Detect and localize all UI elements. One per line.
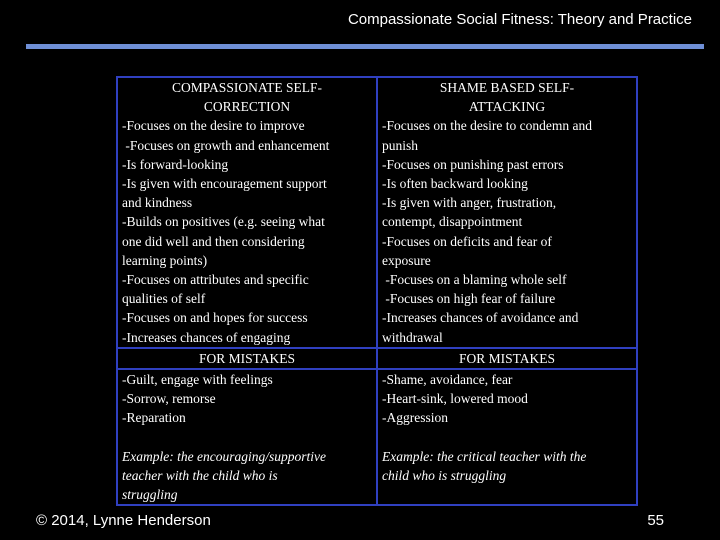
left-results-cell [117, 369, 377, 505]
page-number: 55 [647, 512, 664, 529]
items-row [117, 116, 637, 347]
left-item: -Focuses on and hopes for success [122, 310, 308, 326]
header-rule [26, 44, 704, 49]
right-results-cell [377, 369, 637, 505]
left-example-line: struggling [122, 487, 178, 503]
left-item: -Is forward-looking [122, 156, 229, 172]
left-heading-cell [117, 77, 377, 116]
left-item: -Focuses on growth and enhancement [122, 137, 330, 153]
left-heading-line: COMPASSIONATE SELF- [172, 80, 322, 95]
left-result: -Sorrow, remorse [122, 391, 216, 407]
left-example-line: teacher with the child who is [122, 467, 278, 483]
right-item: -Increases chances of avoidance and [382, 310, 579, 326]
right-example-line: child who is struggling [382, 467, 507, 483]
right-example-line: Example: the critical teacher with the [382, 448, 587, 464]
copyright-text: © 2014, Lynne Henderson [36, 512, 211, 529]
left-item: -Builds on positives (e.g. seeing what [122, 214, 325, 230]
right-item: -Is given with anger, frustration, [382, 195, 557, 211]
right-result: -Heart-sink, lowered mood [382, 391, 528, 407]
right-item: -Focuses on punishing past errors [382, 156, 564, 172]
right-item: -Focuses on the desire to condemn and [382, 118, 592, 134]
left-item: learning points) [122, 252, 208, 268]
left-heading-line: CORRECTION [203, 99, 291, 115]
spacer [382, 428, 632, 447]
left-example-line: Example: the encouraging/supportive [122, 448, 326, 464]
right-item: withdrawal [382, 329, 443, 345]
right-item: -Focuses on deficits and fear of [382, 233, 552, 249]
right-item: -Is often backward looking [382, 176, 528, 192]
right-result: -Shame, avoidance, fear [382, 372, 513, 388]
right-item: -Focuses on a blaming whole self [382, 272, 567, 288]
spacer [122, 428, 372, 447]
left-item: one did well and then considering [122, 233, 305, 249]
left-item: -Focuses on attributes and specific [122, 272, 309, 288]
right-result: -Aggression [382, 410, 448, 426]
right-heading-line: ATTACKING [468, 99, 546, 115]
right-heading-line: SHAME BASED SELF- [439, 80, 575, 95]
left-item: qualities of self [122, 291, 206, 307]
right-heading-cell [377, 77, 637, 116]
left-item: -Focuses on the desire to improve [122, 118, 305, 134]
left-result: -Guilt, engage with feelings [122, 372, 273, 388]
left-items-cell [117, 116, 377, 347]
left-subheading: FOR MISTAKES [117, 348, 377, 369]
subheading-row [117, 348, 637, 369]
heading-row [117, 77, 637, 116]
right-items-cell [377, 116, 637, 347]
left-item: -Increases chances of engaging [122, 329, 291, 345]
right-item: contempt, disappointment [382, 214, 523, 230]
left-item: and kindness [122, 195, 193, 211]
results-row [117, 369, 637, 505]
slide-title: Compassionate Social Fitness: Theory and Practice [347, 11, 692, 28]
right-subheading: FOR MISTAKES [377, 348, 637, 369]
right-item: punish [382, 137, 419, 153]
right-item: -Focuses on high fear of failure [382, 291, 556, 307]
left-result: -Reparation [122, 410, 186, 426]
right-item: exposure [382, 252, 431, 268]
left-item: -Is given with encouragement support [122, 176, 327, 192]
comparison-table [116, 76, 638, 506]
